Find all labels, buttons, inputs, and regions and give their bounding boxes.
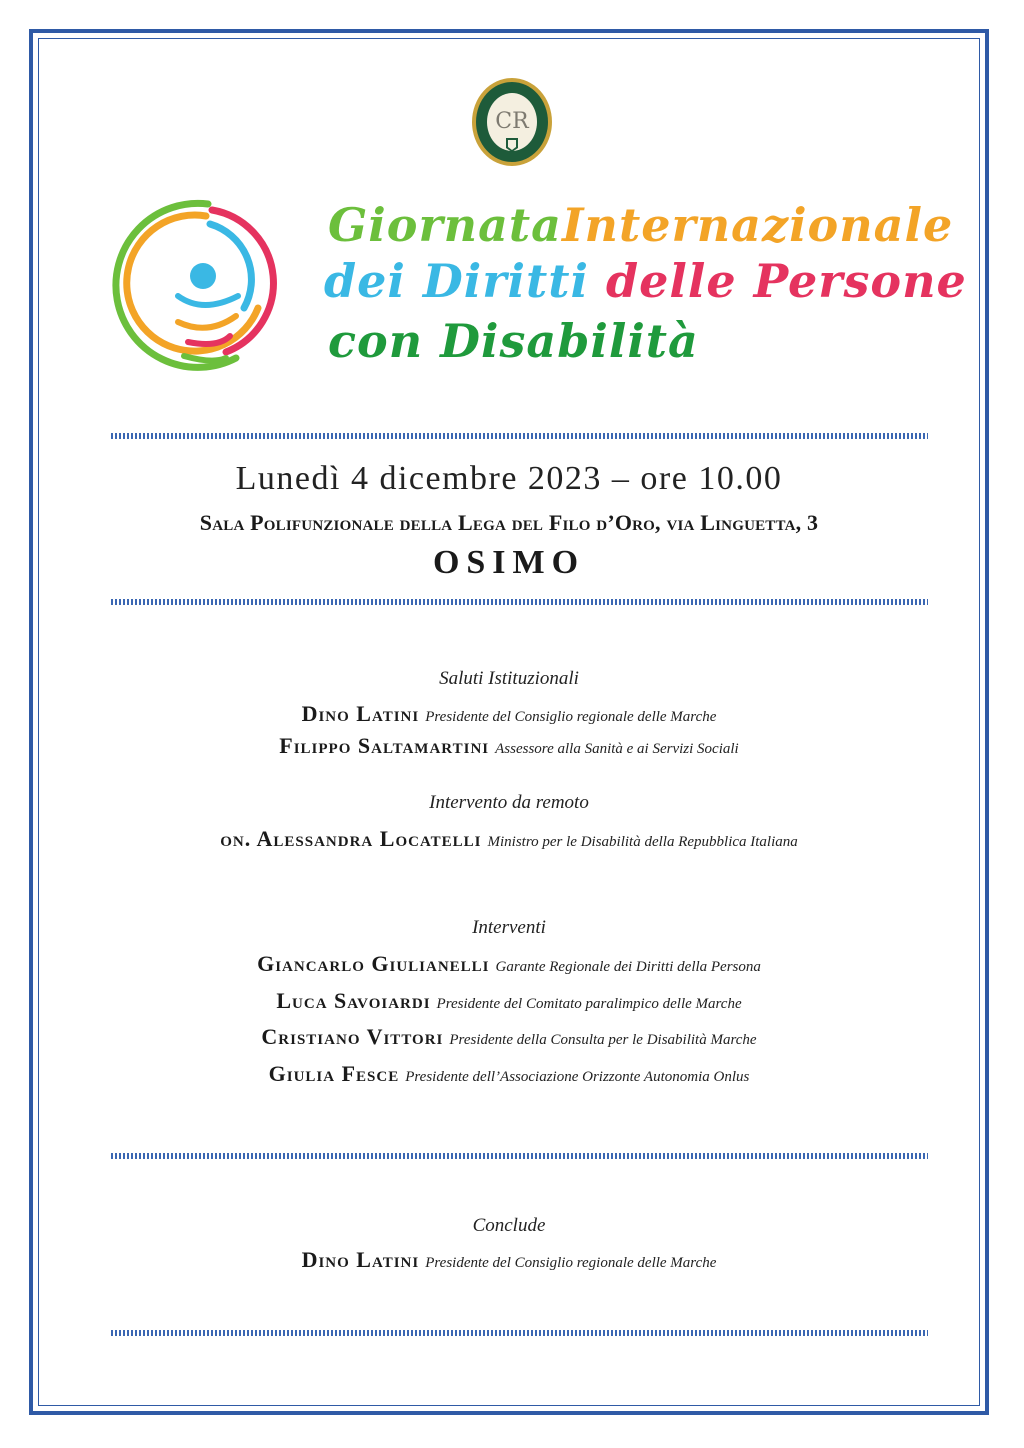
speaker-role: Presidente dell’Associazione Orizzonte Autonomia Onlus bbox=[405, 1069, 750, 1085]
speaker-name: Dino Latini bbox=[301, 701, 420, 726]
speaker-row bbox=[38, 988, 980, 1014]
title-words-delle-persone: delle Persone bbox=[605, 254, 967, 308]
speaker-role: Garante Regionale dei Diritti della Persona bbox=[495, 959, 761, 975]
section-conclude-label: Conclude bbox=[472, 1215, 546, 1236]
speaker-role: Presidente del Consiglio regionale delle Marche bbox=[425, 709, 717, 725]
speaker-name: on. Alessandra Locatelli bbox=[220, 826, 482, 851]
event-venue: Sala Polifunzionale della Lega del Filo d’Oro, via Linguetta, 3 bbox=[199, 510, 819, 535]
speaker-role: Presidente della Consulta per le Disabilità Marche bbox=[449, 1032, 757, 1048]
event-title bbox=[320, 192, 967, 382]
section-interventi-label: Interventi bbox=[472, 917, 546, 938]
speaker-row bbox=[38, 826, 980, 852]
event-logo-icon bbox=[108, 196, 288, 376]
seal-monogram: CR bbox=[495, 109, 529, 134]
speaker-role: Ministro per le Disabilità della Repubblica Italiana bbox=[487, 834, 798, 850]
section-saluti-label: Saluti Istituzionali bbox=[439, 668, 579, 689]
section-remoto-label: Intervento da remoto bbox=[429, 792, 589, 813]
speaker-name: Giancarlo Giulianelli bbox=[257, 951, 490, 976]
title-line-1 bbox=[328, 198, 953, 252]
title-line-3: con Disabilità bbox=[328, 314, 699, 368]
consiglio-regionale-seal-icon bbox=[470, 76, 554, 168]
speaker-role: Presidente del Comitato paralimpico delle Marche bbox=[436, 996, 742, 1012]
speaker-name: Giulia Fesce bbox=[268, 1061, 400, 1086]
speaker-row bbox=[38, 701, 980, 727]
speaker-row bbox=[38, 1024, 980, 1050]
event-date: Lunedì 4 dicembre 2023 – ore 10.00 bbox=[235, 460, 783, 497]
divider-lower bbox=[111, 1153, 928, 1159]
divider-top bbox=[111, 433, 928, 439]
title-words-dei-diritti: dei Diritti bbox=[324, 254, 589, 308]
event-city: OSIMO bbox=[432, 544, 586, 581]
speaker-role: Assessore alla Sanità e ai Servizi Sociali bbox=[495, 741, 739, 757]
title-word-internazionale: Internazionale bbox=[561, 198, 954, 252]
title-line-2 bbox=[324, 254, 967, 308]
speaker-role: Presidente del Consiglio regionale delle Marche bbox=[425, 1255, 717, 1271]
divider-bottom bbox=[111, 1330, 928, 1336]
speaker-name: Luca Savoiardi bbox=[276, 988, 431, 1013]
speaker-name: Cristiano Vittori bbox=[261, 1024, 444, 1049]
speaker-name: Filippo Saltamartini bbox=[279, 733, 490, 758]
divider-middle bbox=[111, 599, 928, 605]
title-word-giornata: Giornata bbox=[328, 198, 562, 252]
speaker-name: Dino Latini bbox=[301, 1247, 420, 1272]
speaker-row bbox=[38, 1061, 980, 1087]
speaker-row bbox=[38, 951, 980, 977]
speaker-row bbox=[38, 733, 980, 759]
speaker-row bbox=[38, 1247, 980, 1273]
